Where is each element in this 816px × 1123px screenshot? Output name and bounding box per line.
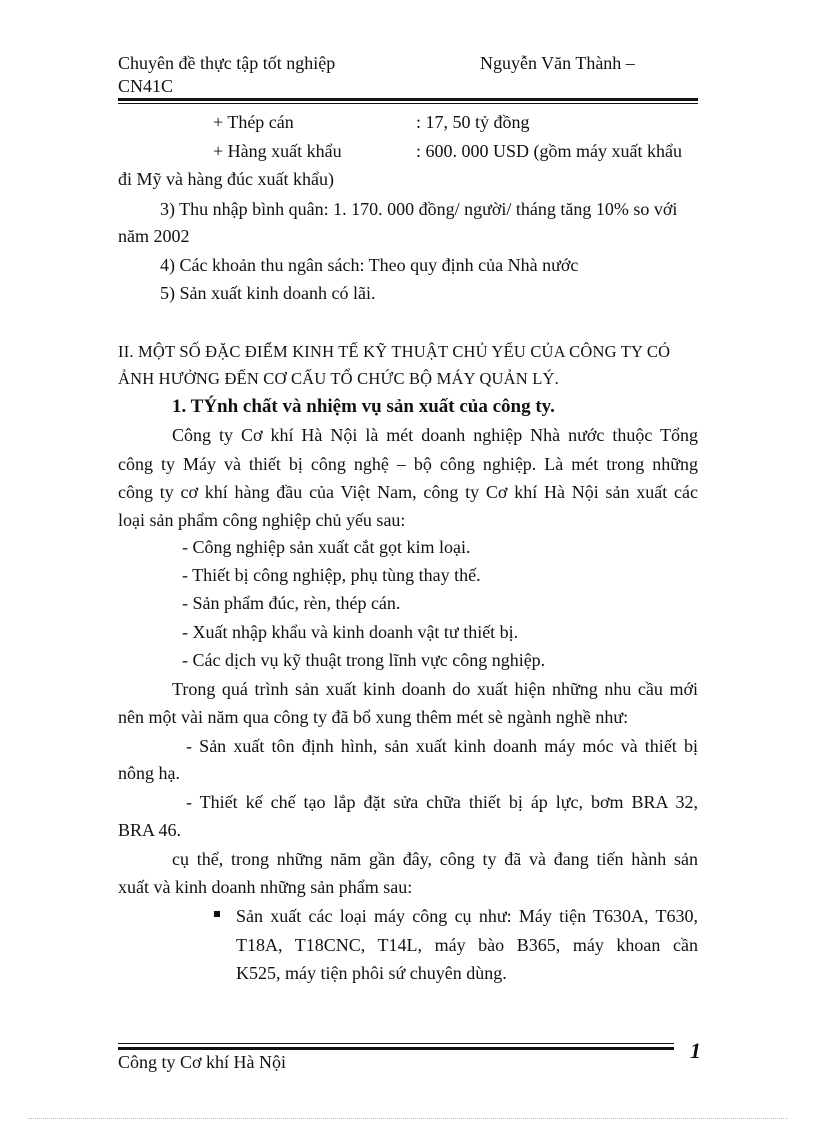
intro-line1: Công ty Cơ khí Hà Nội là mét doanh nghiệp Nhà nước thuộc Tổng: [172, 425, 698, 445]
header-left-line1: Chuyên đề thực tập tốt nghiệp: [118, 53, 336, 73]
specific-line2: xuất và kinh doanh những sản phẩm sau:: [118, 877, 413, 897]
subheading: 1. TÝnh chất và nhiệm vụ sản xuất của công ty.: [172, 396, 555, 417]
bullet-line2: T18A, T18CNC, T14L, máy bào B365, máy khoan cần: [236, 935, 698, 955]
income-line2: năm 2002: [118, 226, 190, 246]
intro-line2: công ty Máy và thiết bị công nghệ – bộ công nghiệp. Là mét trong những: [118, 454, 698, 474]
budget-item: 4) Các khoản thu ngân sách: Theo quy định của Nhà nước: [160, 255, 579, 275]
addition2-line1: - Thiết kế chế tạo lắp đặt sửa chữa thiết bị áp lực, bơm BRA 32,: [186, 792, 698, 812]
header-rule-thick: [118, 98, 698, 101]
addition1-line1: - Sản xuất tôn định hình, sản xuất kinh doanh máy móc và thiết bị: [186, 736, 698, 756]
section-heading-line1: II. MỘT SỐ ĐẶC ĐIỂM KINH TẾ KỸ THUẬT CHỦ YẾU CỦA CÔNG TY CÓ: [118, 342, 671, 361]
process-line2: nên một vài năm qua công ty đã bổ xung thêm mét sè ngành nghề như:: [118, 707, 629, 727]
export-label: + Hàng xuất khẩu: [213, 141, 342, 161]
intro-line4: loại sản phẩm công nghiệp chủ yếu sau:: [118, 510, 406, 530]
list-item-1: - Công nghiệp sản xuất cắt gọt kim loại.: [182, 537, 471, 557]
bullet-square-icon: [214, 911, 220, 917]
addition1-line2: nông hạ.: [118, 763, 180, 783]
list-item-3: - Sản phẩm đúc, rèn, thép cán.: [182, 593, 401, 613]
list-item-2: - Thiết bị công nghiệp, phụ tùng thay thế.: [182, 565, 481, 585]
export-value: : 600. 000 USD (gồm máy xuất khẩu: [416, 141, 682, 161]
thep-can-label: + Thép cán: [213, 112, 294, 132]
header-left-line2: CN41C: [118, 76, 174, 96]
profit-item: 5) Sản xuất kinh doanh có lãi.: [160, 283, 376, 303]
specific-line1: cụ thể, trong những năm gần đây, công ty đã và đang tiến hành sản: [172, 849, 698, 869]
bullet-line1: Sản xuất các loại máy công cụ như: Máy tiện T630A, T630,: [236, 906, 698, 926]
page-number: 1: [690, 1038, 701, 1063]
footer-rule-thin: [118, 1043, 674, 1044]
page-edge-divider: [28, 1118, 788, 1119]
bullet-line3: K525, máy tiện phôi sứ chuyên dùng.: [236, 963, 507, 983]
header-rule-thin: [118, 103, 698, 104]
income-line1: 3) Thu nhập bình quân: 1. 170. 000 đồng/ người/ tháng tăng 10% so với: [160, 199, 678, 219]
footer-rule-thick: [118, 1047, 674, 1050]
list-item-4: - Xuất nhập khẩu và kinh doanh vật tư thiết bị.: [182, 622, 519, 642]
header-right: Nguyễn Văn Thành –: [480, 53, 635, 73]
list-item-5: - Các dịch vụ kỹ thuật trong lĩnh vực công nghiệp.: [182, 650, 546, 670]
addition2-line2: BRA 46.: [118, 820, 182, 840]
intro-line3: công ty cơ khí hàng đầu của Việt Nam, công ty Cơ khí Hà Nội sản xuất các: [118, 482, 698, 502]
footer-company: Công ty Cơ khí Hà Nội: [118, 1052, 287, 1072]
process-line1: Trong quá trình sản xuất kinh doanh do xuất hiện những nhu cầu mới: [172, 679, 698, 699]
section-heading-line2: ẢNH HƯỞNG ĐẾN CƠ CẤU TỔ CHỨC BỘ MÁY QUẢN LÝ.: [118, 369, 559, 388]
thep-can-value: : 17, 50 tỷ đồng: [416, 112, 530, 132]
export-continuation: đi Mỹ và hàng đúc xuất khẩu): [118, 169, 334, 189]
